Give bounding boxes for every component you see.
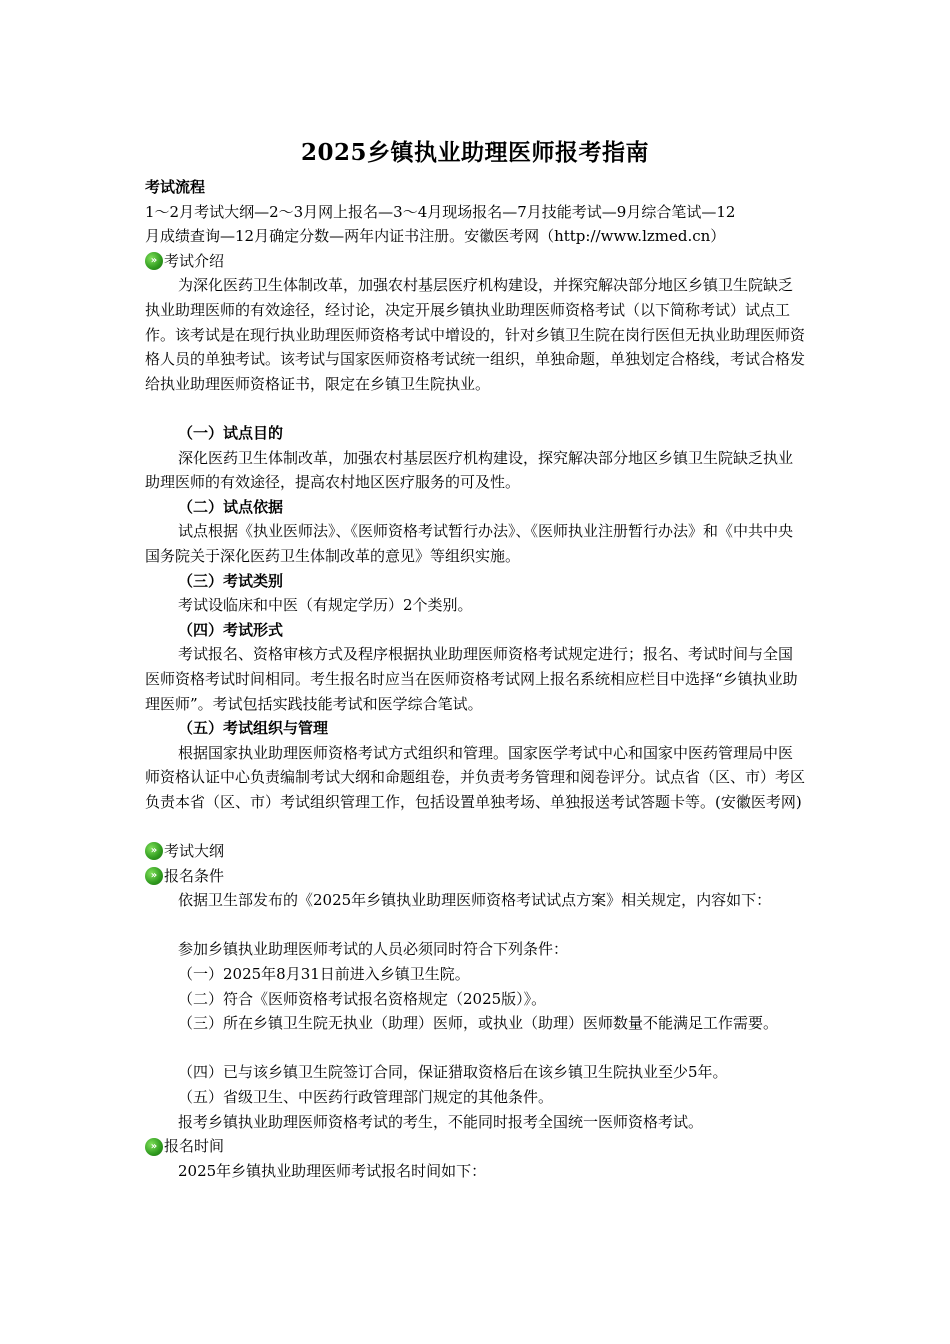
purpose-paragraph: 深化医药卫生体制改革，加强农村基层医疗机构建设，探究解决部分地区乡镇卫生院缺乏执业助理医师的有效途径，提高农村地区医疗服务的可及性。 xyxy=(145,448,794,492)
category-paragraph: 考试设临床和中医（有规定学历）2个类别。 xyxy=(178,596,473,615)
condition-3: （三）所在乡镇卫生院无执业（助理）医师，或执业（助理）医师数量不能满足工作需要。 xyxy=(178,1014,779,1033)
document-body xyxy=(145,175,805,1183)
section-conditions xyxy=(145,864,805,889)
organization-paragraph: 根据国家执业助理医师资格考试方式组织和管理。国家医学考试中心和国家中医药管理局中医师资格认证中心负责编制考试大纲和命题组卷，并负责考务管理和阅卷评分。试点省（区、市）考区负责本省（区、市）考试组织管理工作，包括设置单独考场、单独报送考试答题卡等。(安徽医考网) xyxy=(145,743,805,811)
section-time xyxy=(145,1134,805,1159)
flow-heading: 考试流程 xyxy=(145,178,206,196)
subheading-purpose: （一）试点目的 xyxy=(178,423,284,442)
time-paragraph: 2025年乡镇执业助理医师考试报名时间如下： xyxy=(178,1161,487,1180)
conditions-note: 报考乡镇执业助理医师资格考试的考生，不能同时报考全国统一医师资格考试。 xyxy=(178,1112,704,1131)
conditions-intro: 依据卫生部发布的《2025年乡镇执业助理医师资格考试试点方案》相关规定，内容如下： xyxy=(178,891,772,910)
flow-text-line-1: 1～2月考试大纲—2～3月网上报名—3～4月现场报名—7月技能考试—9月综合笔试—12 xyxy=(145,202,736,221)
subheading-organization: （五）考试组织与管理 xyxy=(178,719,329,738)
section-conditions-label: 报名条件 xyxy=(164,866,225,885)
condition-5: （五）省级卫生、中医药行政管理部门规定的其他条件。 xyxy=(178,1088,554,1107)
subheading-category: （三）考试类别 xyxy=(178,571,284,590)
basis-paragraph: 试点根据《执业医师法》、《医师资格考试暂行办法》、《医师执业注册暂行办法》和《中共中央国务院关于深化医药卫生体制改革的意见》等组织实施。 xyxy=(145,522,794,565)
section-time-label: 报名时间 xyxy=(164,1137,225,1156)
condition-2: （二）符合《医师资格考试报名资格规定（2025版）》。 xyxy=(178,989,547,1008)
document-title: 2025乡镇执业助理医师报考指南 xyxy=(300,139,649,166)
green-arrow-bullet-icon: » xyxy=(145,842,163,860)
section-outline-label: 考试大纲 xyxy=(164,842,225,861)
section-intro-label: 考试介绍 xyxy=(164,251,225,270)
section-intro xyxy=(145,249,805,274)
flow-text-line-2: 月成绩查询—12月确定分数—两年内证书注册。安徽医考网（http://www.lzmed.cn） xyxy=(145,227,726,246)
condition-1: （一）2025年8月31日前进入乡镇卫生院。 xyxy=(178,965,470,984)
intro-paragraph: 为深化医药卫生体制改革，加强农村基层医疗机构建设，并探究解决部分地区乡镇卫生院缺乏执业助理医师的有效途径，经讨论，决定开展乡镇执业助理医师资格考试（以下简称考试）试点工作。该考试是在现行执业助理医师资格考试中增设的，针对乡镇卫生院在岗行医但无执业助理医师资格人员的单独考试。该考试与国家医师资格考试统一组织，单独命题，单独划定合格线，考试合格发给执业助理医师资格证书，限定在乡镇卫生院执业。 xyxy=(145,276,805,393)
condition-4: （四）已与该乡镇卫生院签订合同，保证猎取资格后在该乡镇卫生院执业至少5年。 xyxy=(178,1063,728,1082)
subheading-basis: （二）试点依据 xyxy=(178,497,284,516)
format-paragraph: 考试报名、资格审核方式及程序根据执业助理医师资格考试规定进行；报名、考试时间与全国医师资格考试时间相同。考生报名时应当在医师资格考试网上报名系统相应栏目中选择“乡镇执业助理医师”。考试包括实践技能考试和医学综合笔试。 xyxy=(145,645,798,713)
green-arrow-bullet-icon: » xyxy=(145,867,163,885)
green-arrow-bullet-icon: » xyxy=(145,252,163,270)
section-outline xyxy=(145,839,805,864)
green-arrow-bullet-icon: » xyxy=(145,1138,163,1156)
subheading-format: （四）考试形式 xyxy=(178,620,284,639)
conditions-lead: 参加乡镇执业助理医师考试的人员必须同时符合下列条件： xyxy=(178,940,569,959)
